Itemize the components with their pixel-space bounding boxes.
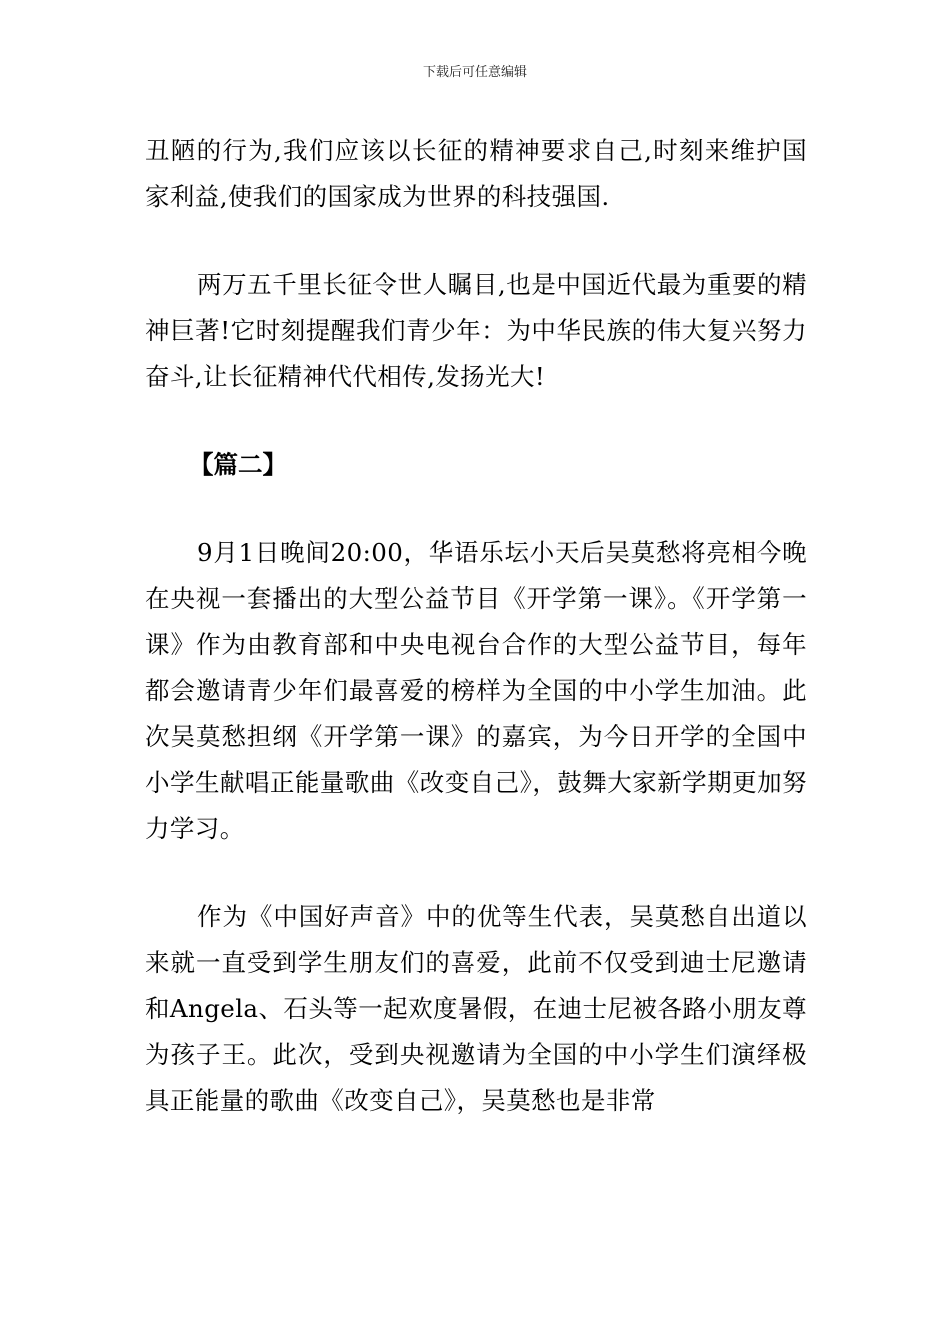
page-header-note: 下载后可任意编辑 — [422, 65, 527, 80]
paragraph-continued: 丑陋的行为,我们应该以长征的精神要求自己,时刻来维护国家利益,使我们的国家成为世界的科技强国. — [145, 136, 807, 211]
paragraph: 作为《中国好声音》中的优等生代表，吴莫愁自出道以来就一直受到学生朋友们的喜爱，此前不仅受到迪士尼邀请和Angela、石头等一起欢度暑假，在迪士尼被各路小朋友尊为孩子王。此次，受到央视邀请为全国的中小学生们演绎极具正能量的歌曲《改变自己》，吴莫愁也是非常 — [145, 902, 807, 1115]
paragraph: 9月1日晚间20:00，华语乐坛小天后吴莫愁将亮相今晚在央视一套播出的大型公益节目《开学第一课》。《开学第一课》作为由教育部和中央电视台合作的大型公益节目，每年都会邀请青少年们最喜爱的榜样为全国的中小学生加油。此次吴莫愁担纲《开学第一课》的嘉宾，为今日开学的全国中小学生献唱正能量歌曲《改变自己》，鼓舞大家新学期更加努力学习。 — [145, 538, 807, 843]
section-title: 【篇二】 — [189, 450, 287, 479]
document-body — [145, 128, 807, 1124]
paragraph: 两万五千里长征令世人瞩目,也是中国近代最为重要的精神巨著!它时刻提醒我们青少年：为中华民族的伟大复兴努力奋斗,让长征精神代代相传,发扬光大! — [145, 270, 807, 391]
